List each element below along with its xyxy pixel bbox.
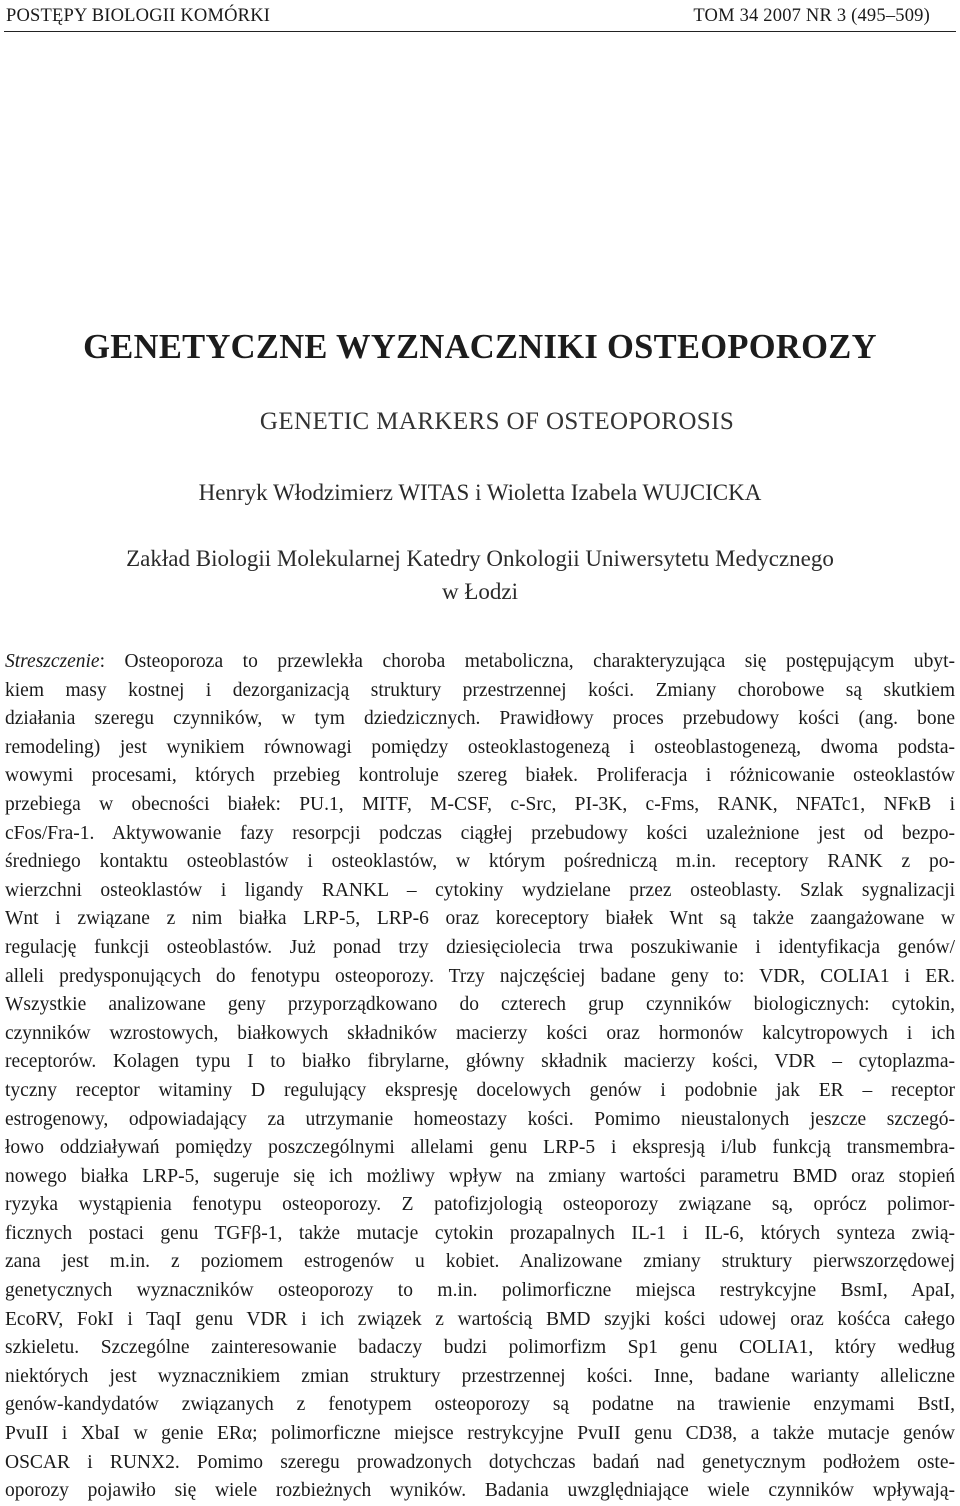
abstract-line <box>5 1477 955 1506</box>
abstract-line <box>5 963 955 992</box>
abstract-line-text: zana jest m.in. z poziomem estrogenów u kobiet. Analizowane zmiany struktury pierwszorzędowej <box>5 1251 955 1273</box>
article-title: GENETYCZNE WYZNACZNIKI OSTEOPOROZY <box>83 328 877 366</box>
affiliation-line-2: w Łodzi <box>441 579 518 604</box>
abstract-line <box>5 1077 955 1106</box>
abstract-line <box>5 934 955 963</box>
abstract-line-text: : Osteoporoza to przewlekła choroba metaboliczna, charakteryzująca się postępującym ubyt- <box>99 651 955 672</box>
abstract-line-text: Wszystkie analizowane geny przyporządkowano do czterech grup czynników biologicznych: cytokin, <box>5 994 955 1016</box>
abstract-line-text: kiem masy kostnej i dezorganizacją struktury przestrzennej kości. Zmiany chorobowe są skutkiem <box>5 679 955 701</box>
abstract-line <box>5 791 955 820</box>
abstract-line <box>5 877 955 906</box>
abstract-line-text: PvuII i XbaI w genie ERα; polimorficzne miejsce restrykcyjne PvuII genu CD38, a także mutacje genów <box>5 1423 955 1445</box>
abstract-line <box>5 1277 955 1306</box>
issue-info: TOM 34 2007 NR 3 (495–509) <box>693 5 930 26</box>
abstract-line <box>5 705 955 734</box>
abstract-line <box>5 1191 955 1220</box>
abstract-line <box>5 1220 955 1249</box>
abstract-label: Streszczenie <box>5 651 100 672</box>
abstract-line-text: łowo oddziaływań pomiędzy poszczególnymi allelami genu LRP-5 i ekspresją i/lub funkcją transmembra- <box>5 1137 955 1159</box>
abstract-line <box>5 1449 955 1478</box>
abstract-line <box>5 1248 955 1277</box>
abstract-line-text: genetycznych wyznaczników osteoporozy to m.in. polimorficzne miejsca restrykcyjne BsmI, ApaI, <box>5 1280 955 1302</box>
abstract-line-text: remodeling) jest wynikiem równowagi pomiędzy osteoklastogenezą i osteoblastogenezą, dwoma podsta- <box>5 736 955 758</box>
abstract-line <box>5 1391 955 1420</box>
abstract-line <box>5 905 955 934</box>
abstract-line-text: EcoRV, FokI i TaqI genu VDR i ich związek z wartością BMD szyjki kości udowej oraz kośćca całego <box>5 1308 955 1330</box>
abstract-line-text: regulację funkcji osteoblastów. Już ponad trzy dziesięciolecia trwa poszukiwanie i identyfikacja genów/ <box>5 936 955 958</box>
abstract-line-text: wowymi procesami, których przebieg kontroluje szereg białek. Proliferacja i różnicowanie osteoklastów <box>5 765 955 787</box>
abstract-line-text: oporozy pojawiło się wiele rozbieżnych wyników. Badania uwzględniające wiele czynników wpływają- <box>5 1480 955 1502</box>
abstract-line-text: działania szeregu czynników, w tym dziedzicznych. Prawidłowy proces przebudowy kości (ang. bone <box>5 708 955 730</box>
header-rule <box>4 31 956 32</box>
abstract-line-text: cFos/Fra-1. Aktywowanie fazy resorpcji podczas ciągłej przebudowy kości uzależnione jest od bezpo- <box>5 822 955 844</box>
authors: Henryk Włodzimierz WITAS i Wioletta Izabela WUJCICKA <box>198 480 762 505</box>
abstract-line <box>5 1134 955 1163</box>
abstract-line <box>5 734 955 763</box>
abstract-line <box>5 648 955 677</box>
abstract <box>5 648 955 1506</box>
abstract-line-text: niektórych jest wyznacznikiem zmian struktury przestrzennej kości. Inne, badane warianty alleliczne <box>5 1365 955 1387</box>
abstract-line-text: tyczny receptor witaminy D regulujący ekspresję docelowych genów i podobnie jak ER – receptor <box>5 1079 955 1101</box>
abstract-line-text: przebiega w obecności białek: PU.1, MITF, M-CSF, c-Src, PI-3K, c-Fms, RANK, NFATc1, NFκB i <box>5 793 955 815</box>
abstract-line-text: czynników wzrostowych, białkowych składników macierzy kości oraz hormonów kalcytropowych i ich <box>5 1022 955 1044</box>
abstract-line-text: wierzchni osteoklastów i ligandy RANKL – cytokiny wydzielane przez osteoblasty. Szlak sygnalizacji <box>5 879 955 901</box>
abstract-line-text: ficznych postaci genu TGFβ-1, także mutacje cytokin prozapalnych IL-1 i IL-6, których synteza zwią- <box>5 1222 955 1244</box>
abstract-line <box>5 1363 955 1392</box>
abstract-line <box>5 1334 955 1363</box>
abstract-line <box>5 1048 955 1077</box>
abstract-line-text: OSCAR i RUNX2. Pomimo szeregu prowadzonych dotychczas badań nad genetycznym podłożem oste- <box>5 1451 955 1473</box>
abstract-line <box>5 1420 955 1449</box>
abstract-line <box>5 991 955 1020</box>
abstract-line <box>5 820 955 849</box>
abstract-line-text: estrogenowy, odpowiadający za utrzymanie homeostazy kości. Pomimo nieustalonych jeszcze szczegó- <box>5 1108 955 1130</box>
abstract-line <box>5 1306 955 1335</box>
abstract-line <box>5 677 955 706</box>
abstract-line-text: średniego kontaktu osteoblastów i osteoklastów, w którym pośredniczą m.in. receptory RANK z po- <box>5 851 955 873</box>
abstract-line-text: Wnt i związane z nim białka LRP-5, LRP-6 oraz koreceptory białek Wnt są także zaangażowane w <box>5 908 955 930</box>
abstract-line <box>5 762 955 791</box>
running-header <box>6 4 930 28</box>
abstract-line <box>5 1020 955 1049</box>
abstract-line-text: receptorów. Kolagen typu I to białko fibrylarne, główny składnik macierzy kości, VDR – cytoplazma- <box>5 1051 955 1073</box>
abstract-line <box>5 1106 955 1135</box>
affiliation-line-1: Zakład Biologii Molekularnej Katedry Onkologii Uniwersytetu Medycznego <box>126 546 834 571</box>
abstract-line-text: szkieletu. Szczególne zainteresowanie badaczy budzi polimorfizm Sp1 genu COLIA1, który według <box>5 1337 955 1359</box>
abstract-line-text: ryzyka wystąpienia fenotypu osteoporozy. Z patofizjologią osteoporozy związane są, oprócz polimor- <box>5 1194 955 1216</box>
abstract-line-text: alleli predysponujących do fenotypu osteoporozy. Trzy najczęściej badane geny to: VDR, COLIA1 i ER. <box>5 965 955 987</box>
journal-name: POSTĘPY BIOLOGII KOMÓRKI <box>6 5 271 26</box>
english-title: GENETIC MARKERS OF OSTEOPOROSIS <box>259 408 735 435</box>
affiliation <box>0 542 960 608</box>
abstract-line-text: nowego białka LRP-5, sugeruje się ich możliwy wpływ na zmiany wartości parametru BMD oraz stopień <box>5 1165 955 1187</box>
abstract-line <box>5 848 955 877</box>
abstract-line <box>5 1163 955 1192</box>
abstract-line-text: genów-kandydatów związanych z fenotypem osteoporozy są podatne na trawienie enzymami BstI, <box>5 1394 955 1416</box>
